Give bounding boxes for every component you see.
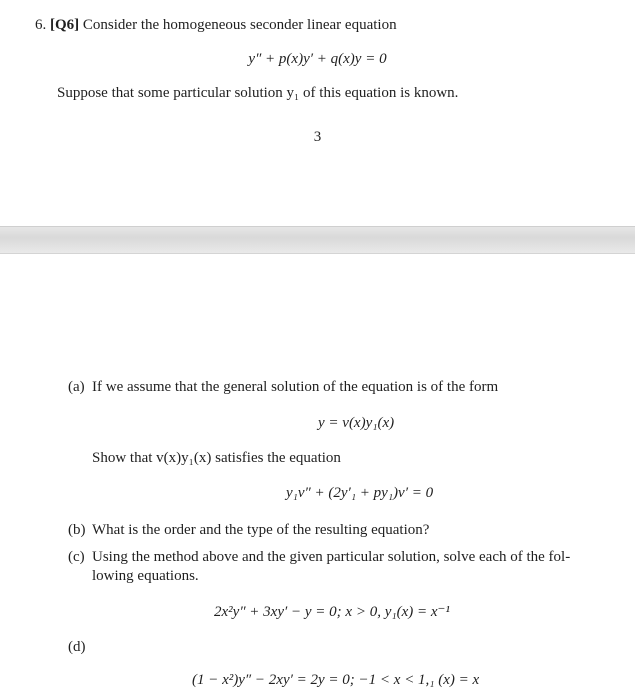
problem-number: 6.	[35, 17, 47, 33]
part-b-label: (b)	[68, 522, 86, 538]
page-break-band	[0, 226, 635, 254]
problem-intro: Consider the homogeneous seconder linear equation	[82, 17, 397, 33]
part-a-equation-result: y₁v″ + (2y′₁ + py₁)v′ = 0	[286, 485, 434, 501]
part-a-show-text: Show that v(x)y₁(x) satisfies the equation	[92, 450, 341, 466]
part-c-label: (c)	[68, 549, 85, 565]
part-b-text: What is the order and the type of the resulting equation?	[92, 522, 430, 538]
problem-tag: [Q6]	[50, 17, 80, 33]
part-c-text-line2: lowing equations.	[92, 568, 199, 584]
part-a-label: (a)	[68, 379, 85, 395]
main-equation-text: y″ + p(x)y′ + q(x)y = 0	[248, 51, 387, 67]
part-c-text-line1: Using the method above and the given particular solution, solve each of the fol-	[92, 549, 571, 565]
part-a-equation-form: y = v(x)y₁(x)	[318, 415, 395, 431]
part-c-equation: 2x²y″ + 3xy′ − y = 0; x > 0, y₁(x) = x⁻¹	[214, 604, 450, 620]
page-number: 3	[313, 129, 322, 145]
part-d-label: (d)	[68, 639, 86, 655]
problem-header	[35, 16, 397, 34]
part-d-equation: (1 − x²)y″ − 2xy′ = 2y = 0; −1 < x < 1,₁ (x) = x	[192, 672, 480, 688]
main-equation	[0, 50, 635, 68]
part-a-text: If we assume that the general solution of the equation is of the form	[92, 379, 499, 395]
suppose-text: Suppose that some particular solution y₁ of this equation is known.	[57, 85, 459, 101]
